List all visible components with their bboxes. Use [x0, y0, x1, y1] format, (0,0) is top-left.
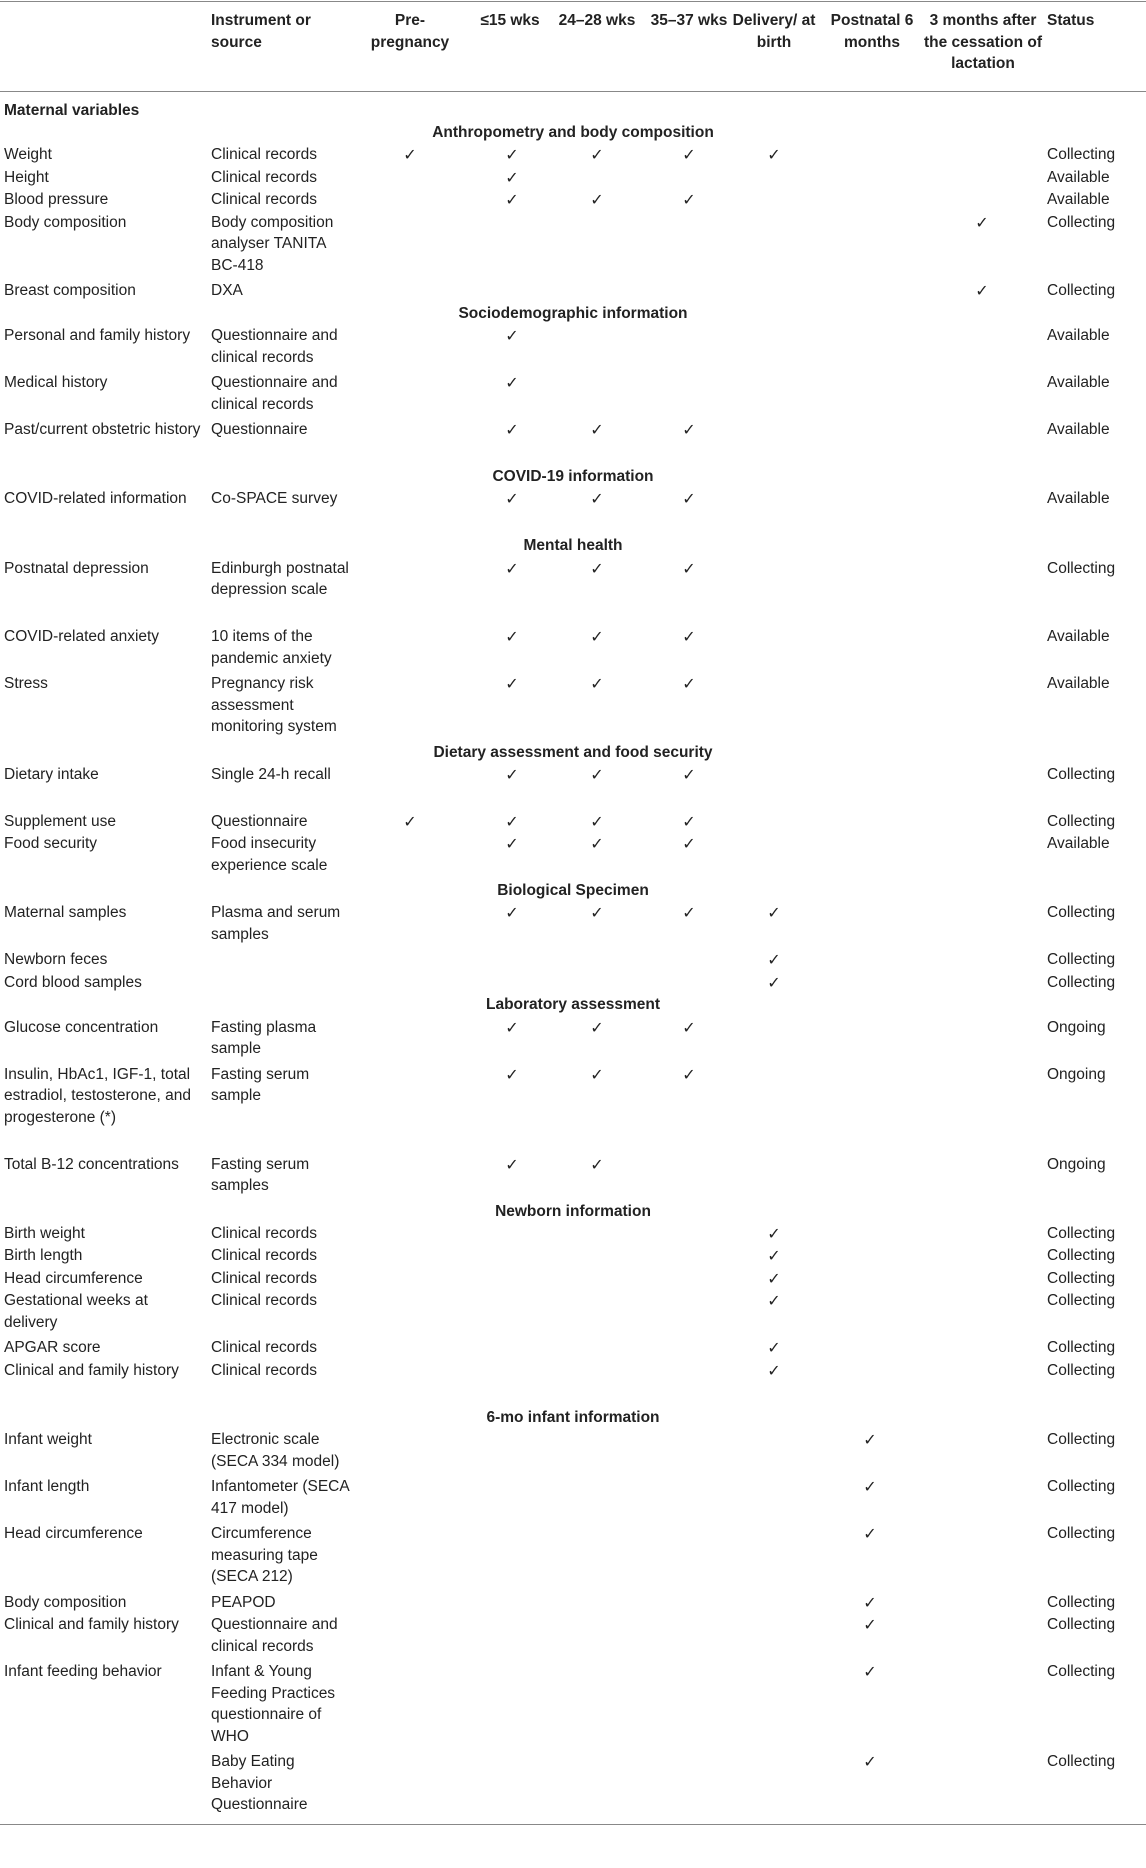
section-title: Biological Specimen — [497, 882, 649, 900]
section-title: Laboratory assessment — [485, 996, 661, 1014]
variable-cell: Clinical and family history — [4, 1616, 179, 1633]
instrument-cell: Baby Eating Behavior Questionnaire — [211, 1753, 308, 1813]
variable-cell: Cord blood samples — [4, 973, 142, 991]
checkmark-icon: ✓ — [767, 1360, 781, 1380]
section-title: Sociodemographic information — [458, 304, 688, 322]
instrument-cell: Plasma and serum samples — [211, 904, 341, 943]
instrument-cell: Clinical records — [211, 146, 317, 164]
status-cell: Ongoing — [1047, 1018, 1106, 1036]
table-bottom-rule — [0, 1824, 1146, 1825]
status-cell: Collecting — [1047, 1339, 1116, 1357]
status-cell: Collecting — [1047, 559, 1116, 577]
section-title: Newborn information — [495, 1202, 651, 1220]
checkmark-icon: ✓ — [767, 1338, 781, 1358]
column-header-wk15: ≤15 wks — [480, 12, 540, 29]
checkmark-icon: ✓ — [590, 420, 604, 440]
checkmark-icon: ✓ — [767, 903, 781, 923]
instrument-cell: Clinical records — [211, 1361, 317, 1379]
variable-cell: Postnatal depression — [4, 559, 149, 577]
instrument-cell: Clinical records — [211, 1224, 317, 1242]
checkmark-icon: ✓ — [590, 145, 604, 165]
status-cell: Collecting — [1047, 812, 1116, 830]
checkmark-icon: ✓ — [505, 1064, 519, 1084]
checkmark-icon: ✓ — [505, 627, 519, 646]
variable-cell: Total B-12 concentrations — [4, 1155, 179, 1173]
status-cell: Collecting — [1047, 1616, 1116, 1633]
checkmark-icon: ✓ — [767, 1268, 781, 1288]
checkmark-icon: ✓ — [590, 627, 604, 646]
instrument-cell: Clinical records — [211, 1247, 317, 1265]
checkmark-icon: ✓ — [863, 1615, 877, 1634]
checkmark-icon: ✓ — [590, 1154, 604, 1174]
section-title: COVID-19 information — [492, 468, 654, 486]
variable-cell: COVID-related anxiety — [4, 628, 160, 645]
variable-cell: Medical history — [4, 374, 108, 392]
checkmark-icon: ✓ — [682, 558, 696, 578]
status-cell: Collecting — [1047, 1753, 1116, 1770]
checkmark-icon: ✓ — [682, 1017, 696, 1037]
checkmark-icon: ✓ — [590, 489, 604, 509]
status-cell: Collecting — [1047, 951, 1116, 969]
checkmark-icon: ✓ — [505, 326, 519, 346]
checkmark-icon: ✓ — [505, 489, 519, 509]
status-cell: Available — [1047, 675, 1110, 692]
variable-cell: Breast composition — [4, 282, 136, 300]
instrument-cell: Electronic scale (SECA 334 model) — [211, 1431, 340, 1470]
checkmark-icon: ✓ — [682, 627, 696, 646]
checkmark-icon: ✓ — [863, 1430, 877, 1449]
section-title: 6-mo infant information — [486, 1408, 660, 1426]
checkmark-icon: ✓ — [505, 373, 519, 393]
checkmark-icon: ✓ — [767, 1246, 781, 1266]
instrument-cell: Infant & Young Feeding Practices questionnaire of WHO — [211, 1663, 336, 1745]
status-cell: Ongoing — [1047, 1155, 1106, 1173]
variable-cell: Gestational weeks at delivery — [4, 1292, 148, 1331]
instrument-cell: Co-SPACE survey — [211, 490, 338, 508]
variable-cell: Maternal samples — [4, 904, 127, 922]
status-cell: Collecting — [1047, 1663, 1116, 1680]
variable-cell: Dietary intake — [4, 765, 99, 783]
variable-cell: Newborn feces — [4, 951, 108, 969]
status-cell: Collecting — [1047, 765, 1116, 783]
column-header-delivery: Delivery/ at birth — [732, 12, 816, 51]
status-cell: Collecting — [1047, 1269, 1116, 1287]
variable-cell: Personal and family history — [4, 327, 191, 345]
instrument-cell: Clinical records — [211, 168, 317, 186]
checkmark-icon: ✓ — [505, 764, 519, 784]
instrument-cell: Fasting serum sample — [211, 1065, 310, 1105]
checkmark-icon: ✓ — [505, 558, 519, 578]
checkmark-icon: ✓ — [403, 811, 417, 831]
variable-cell: Supplement use — [4, 812, 117, 830]
checkmark-icon: ✓ — [767, 145, 781, 165]
checkmark-icon: ✓ — [682, 764, 696, 784]
status-cell: Collecting — [1047, 1478, 1116, 1495]
variable-cell: Blood pressure — [4, 191, 109, 209]
checkmark-icon: ✓ — [590, 1017, 604, 1037]
instrument-cell: PEAPOD — [211, 1593, 276, 1611]
table-top-rule — [0, 1, 1146, 2]
instrument-cell: Clinical records — [211, 1339, 317, 1357]
instrument-cell: Infantometer (SECA 417 model) — [211, 1478, 349, 1517]
variable-cell: Infant weight — [4, 1431, 92, 1448]
instrument-cell: Questionnaire — [211, 812, 308, 830]
checkmark-icon: ✓ — [505, 1017, 519, 1037]
status-cell: Collecting — [1047, 1224, 1116, 1242]
checkmark-icon: ✓ — [505, 145, 519, 165]
status-cell: Collecting — [1047, 1525, 1116, 1542]
variable-cell: Infant feeding behavior — [4, 1663, 162, 1680]
checkmark-icon: ✓ — [767, 950, 781, 970]
checkmark-icon: ✓ — [590, 811, 604, 831]
checkmark-icon: ✓ — [682, 834, 696, 854]
instrument-cell: Circumference measuring tape (SECA 212) — [211, 1525, 318, 1585]
status-cell: Ongoing — [1047, 1065, 1106, 1083]
checkmark-icon: ✓ — [975, 281, 989, 301]
variable-cell: Head circumference — [4, 1269, 143, 1287]
instrument-cell: 10 items of the pandemic anxiety — [211, 628, 332, 667]
checkmark-icon: ✓ — [505, 674, 519, 693]
checkmark-icon: ✓ — [682, 674, 696, 693]
column-header-lactation3: 3 months after the cessation of lactation — [924, 12, 1042, 72]
checkmark-icon: ✓ — [505, 834, 519, 854]
checkmark-icon: ✓ — [590, 558, 604, 578]
checkmark-icon: ✓ — [505, 811, 519, 831]
instrument-cell: Questionnaire and clinical records — [211, 1616, 338, 1655]
header-bottom-rule — [0, 91, 1146, 92]
checkmark-icon: ✓ — [505, 420, 519, 440]
checkmark-icon: ✓ — [590, 834, 604, 854]
checkmark-icon: ✓ — [863, 1524, 877, 1543]
checkmark-icon: ✓ — [682, 489, 696, 509]
column-header-instrument: Instrument or source — [211, 12, 311, 51]
group-title: Maternal variables — [4, 102, 140, 119]
variable-cell: Birth weight — [4, 1224, 85, 1242]
checkmark-icon: ✓ — [767, 1223, 781, 1243]
checkmark-icon: ✓ — [975, 212, 989, 232]
variable-cell: Body composition — [4, 1593, 127, 1611]
instrument-cell: Food insecurity experience scale — [211, 835, 328, 874]
instrument-cell: Edinburgh postnatal depression scale — [211, 559, 349, 598]
instrument-cell: Questionnaire — [211, 421, 308, 439]
status-cell: Collecting — [1047, 1361, 1116, 1379]
checkmark-icon: ✓ — [590, 764, 604, 784]
checkmark-icon: ✓ — [863, 1477, 877, 1496]
checkmark-icon: ✓ — [863, 1662, 877, 1681]
variable-cell: Food security — [4, 835, 98, 853]
instrument-cell: DXA — [211, 282, 243, 300]
checkmark-icon: ✓ — [590, 1064, 604, 1084]
status-cell: Available — [1047, 168, 1110, 186]
instrument-cell: Questionnaire and clinical records — [211, 374, 338, 413]
checkmark-icon: ✓ — [682, 811, 696, 831]
status-cell: Collecting — [1047, 1292, 1116, 1310]
variable-cell: Stress — [4, 675, 48, 692]
variable-cell: Infant length — [4, 1478, 90, 1495]
variable-cell: Past/current obstetric history — [4, 421, 201, 439]
instrument-cell: Fasting serum samples — [211, 1155, 310, 1195]
column-header-wk2428: 24–28 wks — [558, 12, 636, 29]
status-cell: Collecting — [1047, 1247, 1116, 1265]
variable-cell: Head circumference — [4, 1525, 143, 1542]
checkmark-icon: ✓ — [863, 1592, 877, 1612]
variable-cell: Height — [4, 168, 49, 186]
column-header-postnatal6: Postnatal 6 months — [830, 12, 914, 51]
column-header-wk3537: 35–37 wks — [650, 12, 728, 29]
status-cell: Collecting — [1047, 973, 1116, 991]
checkmark-icon: ✓ — [682, 190, 696, 210]
status-cell: Collecting — [1047, 146, 1116, 164]
variable-cell: Clinical and family history — [4, 1361, 179, 1379]
section-title: Mental health — [523, 537, 623, 555]
checkmark-icon: ✓ — [590, 190, 604, 210]
checkmark-icon: ✓ — [682, 145, 696, 165]
instrument-cell: Body composition analyser TANITA BC-418 — [211, 213, 334, 274]
checkmark-icon: ✓ — [682, 1064, 696, 1084]
variable-cell: APGAR score — [4, 1339, 101, 1357]
instrument-cell: Clinical records — [211, 1269, 317, 1287]
status-cell: Collecting — [1047, 1593, 1116, 1611]
variable-cell: COVID-related information — [4, 490, 187, 508]
instrument-cell: Fasting plasma sample — [211, 1018, 317, 1058]
status-cell: Available — [1047, 327, 1110, 345]
checkmark-icon: ✓ — [863, 1752, 877, 1771]
section-title: Dietary assessment and food security — [433, 743, 713, 761]
section-title: Anthropometry and body composition — [432, 124, 714, 142]
instrument-cell: Clinical records — [211, 1292, 317, 1310]
status-cell: Available — [1047, 191, 1110, 209]
variable-cell: Body composition — [4, 213, 127, 231]
checkmark-icon: ✓ — [505, 167, 519, 187]
status-cell: Available — [1047, 835, 1110, 853]
variable-cell: Glucose concentration — [4, 1018, 159, 1036]
instrument-cell: Clinical records — [211, 191, 317, 209]
instrument-cell: Questionnaire and clinical records — [211, 327, 338, 366]
status-cell: Collecting — [1047, 904, 1116, 922]
checkmark-icon: ✓ — [505, 190, 519, 210]
status-cell: Collecting — [1047, 282, 1116, 300]
checkmark-icon: ✓ — [682, 903, 696, 923]
variable-cell: Insulin, HbAc1, IGF-1, total estradiol, testosterone, and progesterone (*) — [4, 1065, 191, 1126]
status-cell: Collecting — [1047, 1431, 1116, 1448]
status-cell: Available — [1047, 628, 1110, 645]
status-cell: Collecting — [1047, 213, 1116, 231]
variable-cell: Weight — [4, 146, 52, 164]
checkmark-icon: ✓ — [767, 1291, 781, 1311]
status-cell: Available — [1047, 374, 1110, 392]
instrument-cell: Pregnancy risk assessment monitoring system — [211, 675, 337, 735]
column-header-status: Status — [1047, 12, 1095, 29]
checkmark-icon: ✓ — [590, 903, 604, 923]
instrument-cell: Single 24-h recall — [211, 765, 331, 783]
checkmark-icon: ✓ — [505, 1154, 519, 1174]
checkmark-icon: ✓ — [682, 420, 696, 440]
checkmark-icon: ✓ — [590, 674, 604, 693]
checkmark-icon: ✓ — [767, 972, 781, 992]
checkmark-icon: ✓ — [505, 903, 519, 923]
column-header-prepregnancy: Pre-pregnancy — [370, 12, 450, 51]
variable-cell: Birth length — [4, 1247, 83, 1265]
status-cell: Available — [1047, 490, 1110, 508]
checkmark-icon: ✓ — [403, 145, 417, 165]
status-cell: Available — [1047, 421, 1110, 439]
